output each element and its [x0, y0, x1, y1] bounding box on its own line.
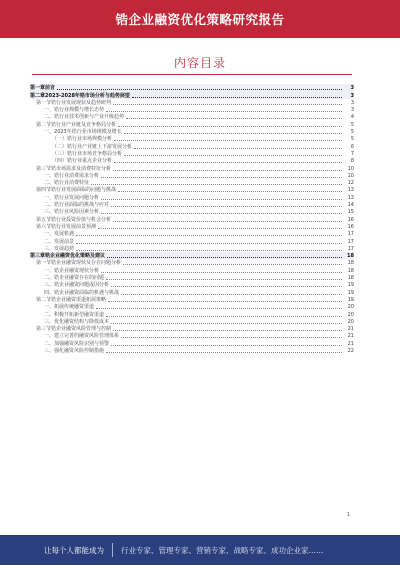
toc-entry-title: 强化融资风险控制措施	[54, 347, 105, 354]
toc-entry-page: 18	[347, 275, 354, 282]
toc-entry[interactable]	[30, 215, 354, 222]
page-number: 1	[346, 512, 350, 518]
toc-entry-page: 21	[347, 340, 354, 347]
toc-entry[interactable]	[30, 120, 354, 127]
toc-entry[interactable]	[30, 266, 354, 273]
toc-entry-title: 发展趋势	[54, 245, 75, 252]
toc-entry-page: 17	[347, 231, 354, 238]
toc-entry[interactable]	[30, 325, 354, 332]
toc-entry-label: 第六节	[36, 223, 52, 230]
toc-entry-label: 第二章	[30, 92, 46, 99]
toc-entry-label: 一、	[44, 267, 55, 274]
toc-leader-dots	[126, 118, 342, 119]
toc-entry-page: 3	[350, 92, 354, 99]
toc-entry-title: 发展机遇	[54, 231, 75, 238]
toc-leader-dots	[113, 170, 342, 171]
toc-leader-dots	[76, 235, 342, 236]
toc-entry-title: 锆企业融资问题成因分析	[54, 282, 110, 289]
toc-entry-label: 一、	[44, 304, 55, 311]
toc-entry-title: 锆行业发展问题分析	[54, 194, 100, 201]
toc-entry-label: 二、	[44, 340, 55, 347]
toc-leader-dots	[57, 89, 342, 90]
toc-entry-page: 20	[347, 318, 354, 325]
toc-leader-dots	[124, 133, 342, 134]
toc-leader-dots	[111, 323, 342, 324]
toc-leader-dots	[121, 337, 342, 338]
toc-entry-label: 第二节	[36, 296, 52, 303]
toc-entry-title: 2023年锆行业市场规模及增长	[54, 129, 122, 136]
toc-entry-page: 14	[347, 202, 354, 209]
toc-entry-page: 5	[350, 136, 354, 143]
toc-entry-title: 锆行业产业链上下游发展分析	[67, 143, 133, 150]
toc-entry-page: 16	[347, 223, 354, 230]
toc-entry-title: 锆行业发展现状及趋势研判	[51, 99, 112, 106]
toc-entry-page: 8	[350, 158, 354, 165]
toc-entry-page: 15	[347, 209, 354, 216]
toc-entry-page: 4	[350, 114, 354, 121]
toc-entry-page: 18	[347, 260, 354, 267]
toc-entry-title: 前言	[45, 85, 56, 92]
toc-leader-dots	[101, 199, 342, 200]
footer-slogan: 让每个人都能成为	[44, 545, 104, 555]
toc-entry-title: 优化融资结构与降低成本	[54, 318, 110, 325]
footer-tagline: 行业专家、管理专家、营销专家、战略专家、成功企业家……	[121, 545, 324, 555]
toc-leader-dots	[101, 272, 342, 273]
toc-entry-label: 二、	[44, 275, 55, 282]
table-of-contents	[30, 84, 354, 354]
report-title: 锆企业融资优化策略研究报告	[115, 12, 285, 27]
toc-entry-page: 3	[350, 85, 354, 92]
toc-entry-page: 3	[350, 107, 354, 114]
toc-entry-label: （四）	[52, 158, 68, 165]
toc-entry[interactable]	[30, 223, 354, 230]
toc-leader-dots	[134, 148, 342, 149]
toc-entry[interactable]	[30, 274, 354, 281]
toc-entry-title: 锆行业风险因素分析	[54, 209, 100, 216]
toc-leader-dots	[98, 228, 342, 229]
toc-entry-label: 一、	[44, 194, 55, 201]
toc-entry[interactable]	[30, 201, 354, 208]
toc-entry-page: 19	[347, 296, 354, 303]
toc-entry-title: 锆行业市场规模分析	[67, 136, 113, 143]
toc-entry-page: 21	[347, 326, 354, 333]
toc-entry-label: 第二节	[36, 121, 52, 128]
toc-leader-dots	[121, 294, 342, 295]
toc-entry[interactable]	[30, 186, 354, 193]
toc-entry-title: 锆行业消费特征	[54, 180, 90, 187]
toc-leader-dots	[123, 264, 342, 265]
toc-entry-label: 三、	[44, 209, 55, 216]
toc-entry-title: 锆行业技术创新与产业升级趋势	[54, 114, 125, 121]
toc-entry-label: 二、	[44, 311, 55, 318]
toc-entry-label: 二、	[44, 202, 55, 209]
toc-leader-dots	[101, 177, 342, 178]
footer-divider	[112, 543, 113, 557]
toc-entry-label: 第三节	[36, 326, 52, 333]
toc-leader-dots	[101, 213, 342, 214]
toc-entry-title: 锆行业发展前景预测	[51, 223, 97, 230]
toc-leader-dots	[106, 111, 342, 112]
toc-entry-page: 19	[347, 282, 354, 289]
toc-entry-label: 一、	[44, 107, 55, 114]
toc-entry-label: 第四节	[36, 187, 52, 194]
toc-entry-label: 一、	[44, 333, 55, 340]
toc-leader-dots	[124, 155, 342, 156]
toc-entry-label: 第一章	[30, 85, 46, 92]
toc-entry-page: 17	[347, 245, 354, 252]
toc-entry[interactable]	[30, 164, 354, 171]
toc-entry-page: 16	[347, 216, 354, 223]
toc-leader-dots	[107, 257, 342, 258]
toc-entry[interactable]	[30, 252, 354, 259]
toc-entry-label: 一、	[44, 231, 55, 238]
toc-entry-title: 积极开拓新型融资渠道	[54, 311, 105, 318]
toc-entry-page: 6	[350, 143, 354, 150]
toc-entry[interactable]	[30, 259, 354, 266]
toc-entry-label: 第三章	[30, 253, 46, 260]
toc-entry[interactable]	[30, 150, 354, 157]
toc-leader-dots	[111, 345, 342, 346]
toc-entry-title: 锆行业市场竞争格局分析	[67, 150, 123, 157]
toc-entry-label: 第一节	[36, 99, 52, 106]
toc-entry-title: 锆行业规模与增长态势	[54, 107, 105, 114]
toc-entry-page: 19	[347, 289, 354, 296]
toc-entry-title: 锆行业投资价值与机会分析	[51, 216, 112, 223]
toc-entry-page: 13	[347, 194, 354, 201]
toc-entry[interactable]	[30, 142, 354, 149]
toc-leader-dots	[96, 308, 342, 309]
toc-entry[interactable]	[30, 128, 354, 135]
toc-entry-title: 锆企业融资面临的机遇与挑战	[54, 289, 120, 296]
toc-entry[interactable]	[30, 310, 354, 317]
toc-entry[interactable]	[30, 296, 354, 303]
toc-entry-title: 建立完善的融资风险管理体系	[54, 333, 120, 340]
toc-leader-dots	[106, 352, 342, 353]
toc-entry-title: 锆行业面临的挑战与应对	[54, 202, 110, 209]
toc-leader-dots	[114, 162, 342, 163]
toc-entry-title: 发展前景	[54, 238, 75, 245]
toc-entry[interactable]	[30, 347, 354, 354]
toc-leader-dots	[91, 184, 342, 185]
toc-entry-title: 加强融资风险识别与预警	[54, 340, 110, 347]
toc-entry-label: （二）	[52, 143, 68, 150]
toc-entry-title: 锆行业消费需求分析	[54, 172, 100, 179]
toc-entry-title: 锆企业融资优化策略及建议	[45, 253, 106, 260]
toc-entry-label: 三、	[44, 245, 55, 252]
toc-entry[interactable]	[30, 84, 354, 91]
toc-entry[interactable]	[30, 281, 354, 288]
toc-entry-title: 锆企业融资风险管理与控制	[51, 326, 112, 333]
toc-leader-dots	[113, 330, 342, 331]
toc-entry-title: 锆行业发展面临的问题与挑战	[51, 187, 117, 194]
toc-leader-dots	[113, 221, 342, 222]
toc-entry[interactable]	[30, 106, 354, 113]
toc-entry-label: 第五节	[36, 216, 52, 223]
toc-entry[interactable]	[30, 303, 354, 310]
toc-entry-label: 二、	[44, 114, 55, 121]
toc-entry-page: 21	[347, 333, 354, 340]
toc-entry-page: 13	[347, 187, 354, 194]
toc-entry-label: （一）	[52, 136, 68, 143]
toc-entry[interactable]	[30, 332, 354, 339]
toc-entry[interactable]	[30, 339, 354, 346]
toc-entry-page: 20	[347, 311, 354, 318]
toc-entry[interactable]	[30, 91, 354, 98]
footer-banner	[0, 535, 400, 565]
toc-leader-dots	[108, 301, 342, 302]
toc-entry[interactable]	[30, 237, 354, 244]
toc-entry[interactable]	[30, 230, 354, 237]
toc-leader-dots	[76, 243, 342, 244]
toc-leader-dots	[106, 316, 342, 317]
toc-leader-dots	[132, 97, 342, 98]
toc-title-divider	[32, 74, 352, 75]
toc-leader-dots	[118, 126, 342, 127]
toc-entry-page: 7	[350, 150, 354, 157]
toc-entry-page: 18	[347, 267, 354, 274]
toc-leader-dots	[118, 191, 342, 192]
toc-entry[interactable]	[30, 99, 354, 106]
toc-entry-label: 四、	[44, 289, 55, 296]
toc-leader-dots	[76, 250, 342, 251]
toc-entry-label: 一、	[44, 172, 55, 179]
toc-entry-page: 17	[347, 238, 354, 245]
toc-entry-page: 5	[350, 121, 354, 128]
toc-entry[interactable]	[30, 172, 354, 179]
toc-leader-dots	[106, 279, 342, 280]
toc-entry[interactable]	[30, 318, 354, 325]
toc-entry[interactable]	[30, 113, 354, 120]
toc-entry[interactable]	[30, 288, 354, 295]
toc-entry[interactable]	[30, 208, 354, 215]
toc-entry-page: 22	[347, 347, 354, 354]
toc-entry-page: 12	[347, 180, 354, 187]
toc-leader-dots	[114, 140, 342, 141]
toc-entry[interactable]	[30, 179, 354, 186]
toc-entry-label: （三）	[52, 150, 68, 157]
toc-entry-title: 锆行业重点企业分析	[67, 158, 113, 165]
report-header	[0, 0, 400, 38]
toc-entry[interactable]	[30, 245, 354, 252]
toc-entry-page: 10	[347, 172, 354, 179]
toc-entry-title: 锆行业产业链及竞争格局分析	[51, 121, 117, 128]
toc-entry-label: 二、	[44, 180, 55, 187]
toc-entry-page: 10	[347, 165, 354, 172]
toc-entry-title: 2023-2028年锆市场分析与趋势展望	[45, 92, 130, 99]
toc-entry-label: 二、	[44, 238, 55, 245]
toc-entry-label: 三、	[44, 318, 55, 325]
toc-entry-title: 拓展传统融资渠道	[54, 304, 95, 311]
toc-entry-label: 三、	[44, 282, 55, 289]
toc-entry-page: 18	[347, 253, 354, 260]
toc-entry-title: 锆企业融资渠道拓展策略	[51, 296, 107, 303]
toc-entry-title: 锆企业融资存在的问题	[54, 275, 105, 282]
toc-entry[interactable]	[30, 193, 354, 200]
toc-entry-label: 三、	[44, 347, 55, 354]
toc-entry-label: 第三节	[36, 165, 52, 172]
toc-entry[interactable]	[30, 135, 354, 142]
toc-entry-label: 一、	[44, 129, 55, 136]
toc-title: 内容目录	[173, 56, 226, 70]
toc-entry-page: 3	[350, 99, 354, 106]
toc-entry[interactable]	[30, 157, 354, 164]
toc-entry-title: 锆企业融资现状及存在问题分析	[51, 260, 122, 267]
toc-entry-label: 第一节	[36, 260, 52, 267]
toc-leader-dots	[111, 286, 342, 287]
toc-entry-page: 5	[350, 129, 354, 136]
toc-leader-dots	[113, 104, 342, 105]
toc-entry-page: 20	[347, 304, 354, 311]
toc-entry-title: 锆企业融资现状分析	[54, 267, 100, 274]
toc-leader-dots	[111, 206, 342, 207]
toc-entry-title: 锆市场需求及消费特征分析	[51, 165, 112, 172]
